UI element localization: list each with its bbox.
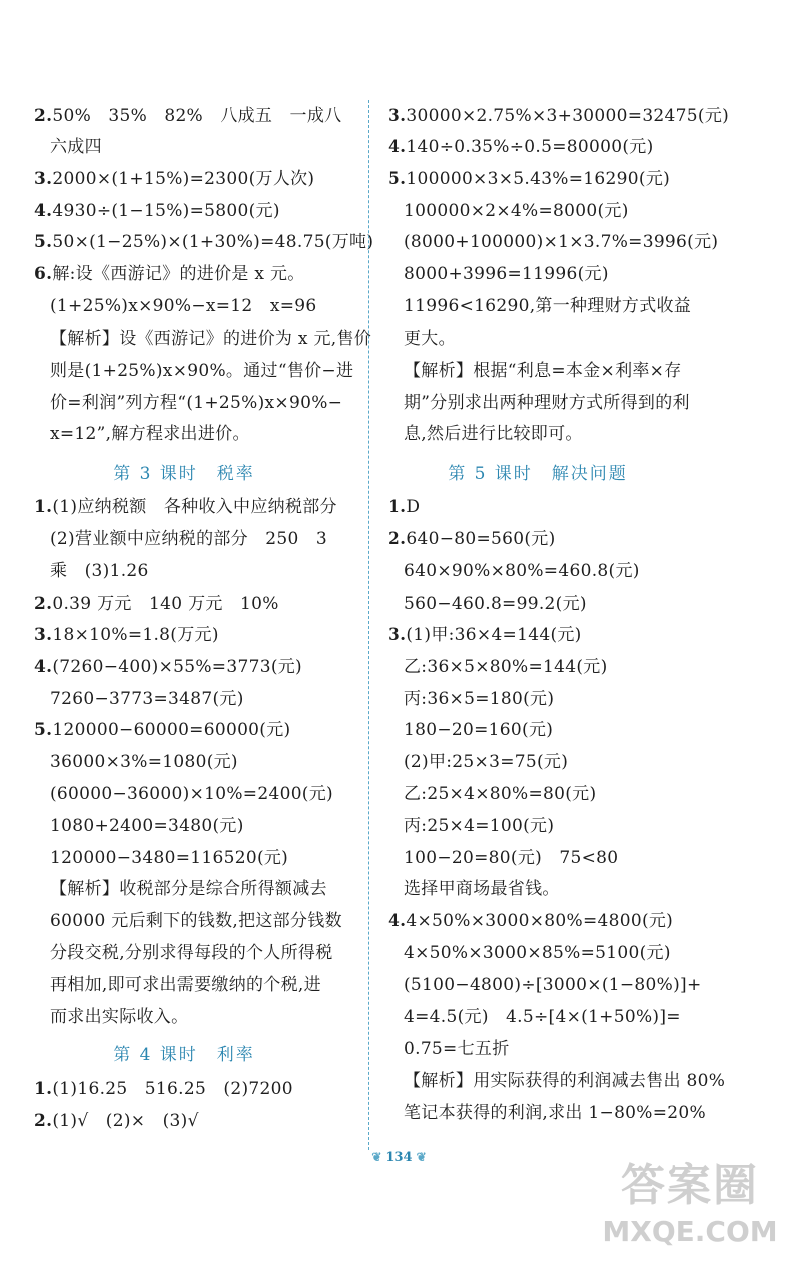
answer-line [50,422,250,446]
section-heading [388,462,688,486]
answer-text: 【解析】根据“利息=本金×利率×存 [404,361,682,381]
question-number: 2. [34,1111,53,1131]
answer-line [404,655,608,679]
answer-line [388,167,670,191]
answer-line [388,527,556,551]
answer-text: 60000 元后剩下的钱数,把这部分钱数 [50,911,342,931]
answer-line [50,527,327,551]
answer-line [404,391,690,415]
section-heading [34,1043,334,1067]
answer-line [50,782,333,806]
question-number: 4. [34,657,53,677]
answer-text: 7260−3773=3487(元) [50,689,244,709]
answer-text: (1)16.25 516.25 (2)7200 [52,1079,293,1099]
answer-line [404,877,560,901]
question-number: 4. [388,911,407,931]
answer-text: 11996<16290,第一种理财方式收益 [404,296,692,316]
answer-text: 【解析】用实际获得的利润减去售出 80% [404,1071,726,1091]
answer-line [34,167,314,191]
answer-text: 息,然后进行比较即可。 [404,424,583,444]
page-number: ❦ 134 ❦ [349,1150,449,1165]
answer-text: (1)√ (2)× (3)√ [52,1111,199,1131]
answer-line [404,327,456,351]
answer-text: (60000−36000)×10%=2400(元) [50,784,333,804]
section-heading [34,462,334,486]
answer-text: (1)甲:36×4=144(元) [406,625,582,645]
answer-text: 乘 (3)1.26 [50,561,149,581]
answer-text: 期”分别求出两种理财方式所得到的利 [404,393,690,413]
answer-line [404,973,702,997]
answer-line [404,718,553,742]
question-number: 5. [34,720,53,740]
answer-line [50,973,321,997]
answer-line [50,294,317,318]
answer-text: 100000×3×5.43%=16290(元) [406,169,671,189]
question-number: 1. [388,497,407,517]
answer-text: 更大。 [404,329,456,349]
answer-line [34,592,279,616]
question-number: 1. [34,1079,53,1099]
answer-line [50,1005,188,1029]
answer-line [404,687,554,711]
answer-line [50,750,238,774]
answer-line [404,1037,510,1061]
answer-line [50,941,333,965]
answer-line [50,327,371,351]
answer-text: 丙:36×5=180(元) [404,689,555,709]
answer-line [50,687,244,711]
question-number: 3. [34,169,53,189]
answer-line [34,718,290,742]
question-number: 6. [34,264,53,284]
answer-text: 100−20=80(元) 75<80 [404,848,619,868]
answer-text: D [406,497,421,517]
answer-line [34,104,341,128]
answer-text: 560−460.8=99.2(元) [404,594,587,614]
answer-text: (1)应纳税额 各种收入中应纳税部分 [52,497,337,517]
answer-text: 140÷0.35%÷0.5=80000(元) [406,137,654,157]
answer-line [388,135,654,159]
answer-line [388,909,673,933]
question-number: 2. [388,529,407,549]
answer-text: (7260−400)×55%=3773(元) [52,657,302,677]
answer-text: 120000−60000=60000(元) [52,720,291,740]
answer-text: 18×10%=1.8(万元) [52,625,219,645]
answer-text: (5100−4800)÷[3000×(1−80%)]+ [404,975,702,995]
answer-line [50,846,288,870]
question-number: 3. [388,625,407,645]
answer-text: 六成四 [50,137,102,157]
answer-line [34,623,219,647]
answer-line [404,1101,706,1125]
answer-text: 100000×2×4%=8000(元) [404,201,629,221]
answer-line [404,846,618,870]
answer-text: 【解析】收税部分是综合所得额减去 [50,879,327,899]
answer-text: 0.75=七五折 [404,1039,510,1059]
answer-line [50,877,327,901]
answer-text: 乙:36×5×80%=144(元) [404,657,608,677]
answer-line [34,262,305,286]
answer-line [404,782,596,806]
answer-line [404,592,587,616]
question-number: 2. [34,106,53,126]
answer-line [34,1109,199,1133]
question-number: 1. [34,497,53,517]
answer-line [404,294,691,318]
answer-line [404,814,554,838]
answer-line [34,199,280,223]
watermark-text: 答案圈 [621,1160,759,1211]
question-number: 2. [34,594,53,614]
answer-line [50,135,102,159]
answer-text: 4×50%×3000×85%=5100(元) [404,943,671,963]
question-number: 5. [388,169,407,189]
answer-line [404,262,609,286]
answer-text: 50×(1−25%)×(1+30%)=48.75(万吨) [52,232,374,252]
question-number: 3. [388,106,407,126]
answer-text: 则是(1+25%)x×90%。通过“售价−进 [50,361,354,381]
answer-text: 36000×3%=1080(元) [50,752,238,772]
answer-text: 【解析】设《西游记》的进价为 x 元,售价 [50,329,372,349]
answer-line [388,495,420,519]
answer-line [404,359,682,383]
answer-line [388,104,729,128]
watermark-url: MXQE.COM [602,1215,778,1248]
answer-line [50,559,149,583]
answer-line [404,199,629,223]
answer-line [388,623,582,647]
answer-text: 而求出实际收入。 [50,1007,189,1027]
answer-line [404,1005,681,1029]
answer-text: 8000+3996=11996(元) [404,264,609,284]
answer-text: (2)营业额中应纳税的部分 250 3 [50,529,328,549]
answer-text: (1+25%)x×90%−x=12 x=96 [50,296,317,316]
answer-line [34,1077,293,1101]
question-number: 3. [34,625,53,645]
answer-text: 640−80=560(元) [406,529,556,549]
answer-text: 120000−3480=116520(元) [50,848,289,868]
answer-line [34,655,302,679]
answer-text: 第 4 课时 利率 [113,1045,255,1065]
answer-line [404,230,718,254]
answer-text: 分段交税,分别求得每段的个人所得税 [50,943,333,963]
answer-text: 丙:25×4=100(元) [404,816,555,836]
column-divider [368,100,369,1150]
answer-text: 第 5 课时 解决问题 [448,464,628,484]
answer-text: 笔记本获得的利润,求出 1−80%=20% [404,1103,706,1123]
answer-text: 4930÷(1−15%)=5800(元) [52,201,280,221]
answer-text: 解:设《西游记》的进价是 x 元。 [52,264,305,284]
answer-line [50,359,353,383]
answer-line [50,814,244,838]
answer-text: 第 3 课时 税率 [113,464,255,484]
answer-text: 4×50%×3000×80%=4800(元) [406,911,674,931]
answer-line [34,495,337,519]
answer-text: 640×90%×80%=460.8(元) [404,561,640,581]
answer-text: 选择甲商场最省钱。 [404,879,560,899]
answer-line [404,1069,725,1093]
answer-line [50,909,342,933]
answer-text: 30000×2.75%×3+30000=32475(元) [406,106,730,126]
answer-text: (2)甲:25×3=75(元) [404,752,569,772]
answer-text: 价=利润”列方程“(1+25%)x×90%− [50,393,343,413]
answer-text: 50% 35% 82% 八成五 一成八 [52,106,342,126]
answer-line [404,559,640,583]
answer-text: 再相加,即可求出需要缴纳的个税,进 [50,975,321,995]
answer-line [50,391,342,415]
answer-text: x=12”,解方程求出进价。 [50,424,250,444]
question-number: 5. [34,232,53,252]
answer-line [404,422,583,446]
answer-text: 4=4.5(元) 4.5÷[4×(1+50%)]= [404,1007,681,1027]
answer-text: (8000+100000)×1×3.7%=3996(元) [404,232,719,252]
answer-line [34,230,373,254]
answer-line [404,750,568,774]
answer-text: 180−20=160(元) [404,720,554,740]
answer-text: 0.39 万元 140 万元 10% [52,594,279,614]
question-number: 4. [388,137,407,157]
answer-text: 1080+2400=3480(元) [50,816,244,836]
question-number: 4. [34,201,53,221]
answer-text: 乙:25×4×80%=80(元) [404,784,597,804]
watermark-logo [590,1157,790,1257]
answer-line [404,941,671,965]
answer-text: 2000×(1+15%)=2300(万人次) [52,169,315,189]
